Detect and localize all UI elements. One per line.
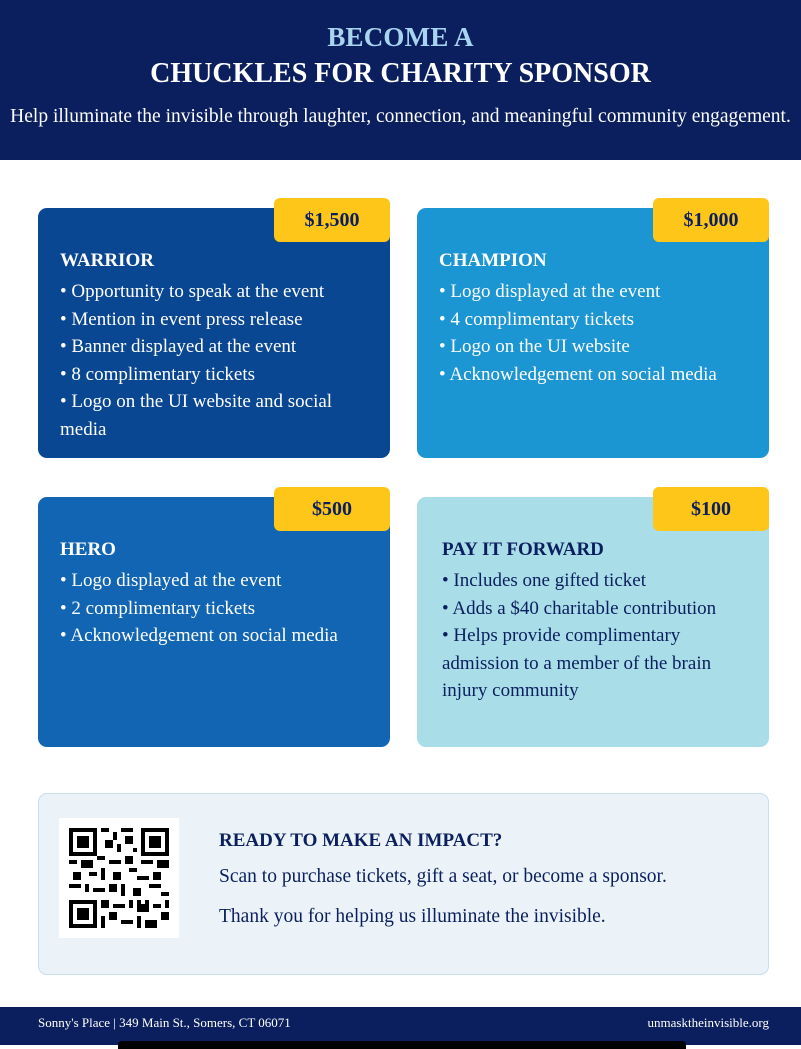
benefit-list [60,278,370,443]
subtitle: Help illuminate the invisible through laughter, connection, and meaningful community engagement. [10,106,791,127]
impact-thanks: Thank you for helping us illuminate the invisible. [219,906,606,927]
impact-title: READY TO MAKE AN IMPACT? [219,830,503,851]
benefit-item: • Opportunity to speak at the event [60,278,370,306]
tier-card-pay-it-forward [417,497,769,747]
footer-bar [118,1041,686,1049]
benefit-item: • 2 complimentary tickets [60,595,370,623]
benefit-item: • Mention in event press release [60,306,370,334]
benefit-list [60,567,370,650]
impact-instruction: Scan to purchase tickets, gift a seat, or become a sponsor. [219,866,667,887]
benefit-item: • Acknowledgement on social media [439,361,749,389]
tier-title: PAY IT FORWARD [442,539,604,560]
qr-code[interactable] [59,818,179,938]
tier-title: CHAMPION [439,250,547,271]
tier-card-champion [417,208,769,458]
benefit-item: • Adds a $40 charitable contribution [442,595,749,623]
price-badge: $1,000 [653,198,769,242]
benefit-list [442,567,749,705]
benefit-item: • Helps provide complimentary admission to a member of the brain injury community [442,622,749,705]
benefit-item: • 4 complimentary tickets [439,306,749,334]
impact-panel [38,793,769,975]
tier-card-hero [38,497,390,747]
title-line-2: CHUCKLES FOR CHARITY SPONSOR [150,58,651,89]
tier-title: HERO [60,539,116,560]
benefit-item: • Logo on the UI website [439,333,749,361]
tier-title: WARRIOR [60,250,154,271]
benefit-item: • Logo displayed at the event [439,278,749,306]
tier-card-warrior [38,208,390,458]
price-badge: $500 [274,487,390,531]
price-badge: $100 [653,487,769,531]
benefit-item: • Acknowledgement on social media [60,622,370,650]
header-banner [0,0,801,160]
benefit-item: • 8 complimentary tickets [60,361,370,389]
benefit-item: • Includes one gifted ticket [442,567,749,595]
benefit-item: • Banner displayed at the event [60,333,370,361]
benefit-item: • Logo on the UI website and social media [60,388,370,443]
footer [0,1007,801,1045]
benefit-list [439,278,749,388]
benefit-item: • Logo displayed at the event [60,567,370,595]
qr-code-icon [69,828,169,928]
title-line-1: BECOME A [327,22,474,52]
footer-website-link[interactable]: unmasktheinvisible.org [647,1015,769,1030]
price-badge: $1,500 [274,198,390,242]
footer-address: Sonny's Place | 349 Main St., Somers, CT 06071 [38,1015,291,1030]
